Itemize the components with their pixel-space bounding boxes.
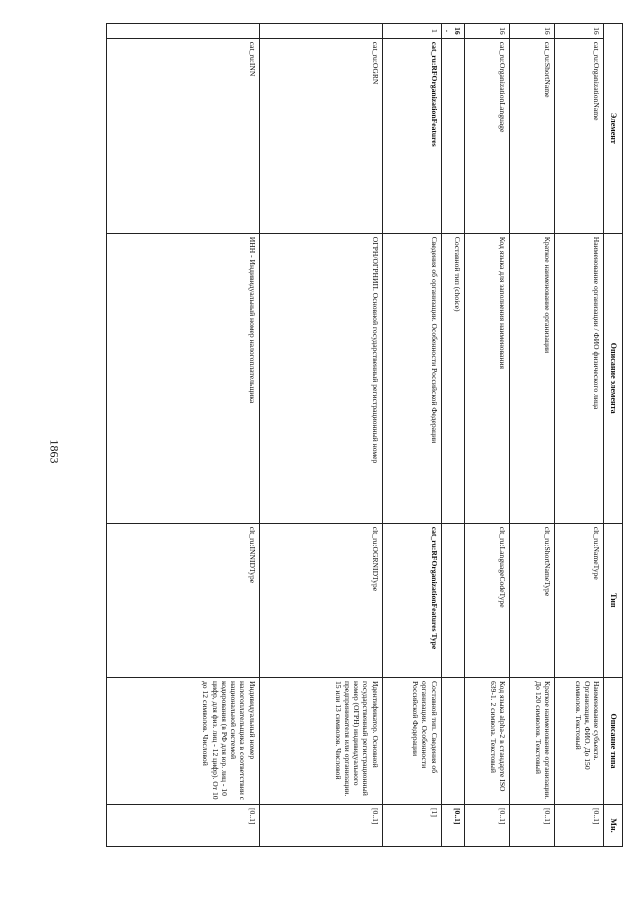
header-type: Тип <box>604 523 623 677</box>
row-number: 16 <box>465 24 510 39</box>
element-cell: cat_ru:ShortName <box>510 38 555 233</box>
type-cell: cat_ru:RFOrganizationFeatures Type <box>382 523 441 677</box>
type-description-cell: Составной тип. Сведения об организации. Особенности Российской Федерации <box>382 677 441 804</box>
multiplicity-cell: [0..1] <box>441 805 465 847</box>
element-description-cell: Составной тип (choice) <box>441 233 465 523</box>
element-cell: cat_ru:OrganizationLanguage <box>465 38 510 233</box>
schema-table <box>106 23 623 847</box>
table-row <box>510 24 555 847</box>
element-cell: cat_ru:INN <box>106 38 259 233</box>
row-number: 16 <box>510 24 555 39</box>
table-row <box>441 24 465 847</box>
header-element-description: Описание элемента <box>604 233 623 523</box>
element-cell: cat_ru:RFOrganizationFeatures <box>382 38 441 233</box>
type-description-cell: Идентификатор. Основной государственный регистрационный номер (ОГРН) индивидуального предпринимателя или организации. 15 или 13 символов. Числовой <box>259 677 382 804</box>
type-cell: clt_ru:NameType <box>555 523 604 677</box>
element-description-cell: Наименование организации / ФИО физического лица <box>555 233 604 523</box>
multiplicity-cell: [0..1] <box>510 805 555 847</box>
element-description-cell: Код языка для заполнения наименования <box>465 233 510 523</box>
multiplicity-cell: [0..1] <box>465 805 510 847</box>
table-row <box>106 24 259 847</box>
header-multiplicity: Мн. <box>604 805 623 847</box>
type-description-cell: Краткое наименование организации. До 120 символов. Текстовый <box>510 677 555 804</box>
table-row <box>555 24 604 847</box>
element-description-cell: Краткое наименование организации <box>510 233 555 523</box>
type-cell <box>441 523 465 677</box>
row-number: 1 <box>382 24 441 39</box>
multiplicity-cell: [0..1] <box>259 805 382 847</box>
element-description-cell: ИНН - Индивидуальный номер налогоплательщика <box>106 233 259 523</box>
type-description-cell: Наименование субъекта. Организация, ФИО. До 150 символов. Текстовый <box>555 677 604 804</box>
element-cell <box>441 38 465 233</box>
element-description-cell: ОГРН/ОГРНИП. Основной государственный регистрационный номер <box>259 233 382 523</box>
table-row <box>382 24 441 847</box>
multiplicity-cell: [0..1] <box>555 805 604 847</box>
type-description-cell: Индивидуальный номер налогоплательщика в соответствии с национальной системой кодирования (в РФ для юр. лиц - 10 цифр, для физ. лиц - 12 цифр). От 10 до 12 символов. Числовой <box>106 677 259 804</box>
header-element: Элемент <box>604 24 623 234</box>
type-description-cell: Код языка alpha-2 в стандарте ISO 639-1. 2 символа. Текстовый <box>465 677 510 804</box>
element-cell: cat_ru:OGRN <box>259 38 382 233</box>
table-row <box>465 24 510 847</box>
multiplicity-cell: [0..1] <box>106 805 259 847</box>
row-number: 16. <box>441 24 465 39</box>
rotated-page <box>91 23 623 847</box>
element-cell: cat_ru:OrganizationName <box>555 38 604 233</box>
row-number <box>259 24 382 39</box>
element-description-cell: Сведения об организации. Особенности Российской Федерации <box>382 233 441 523</box>
row-number: 16 <box>555 24 604 39</box>
header-type-description: Описание типа <box>604 677 623 804</box>
type-cell: clt_ru:LanguageCodeType <box>465 523 510 677</box>
type-cell: clt_ru:INNIDType <box>106 523 259 677</box>
table-header-row <box>604 24 623 847</box>
type-cell: clt_ru:OGRNIDType <box>259 523 382 677</box>
table-row <box>259 24 382 847</box>
multiplicity-cell: [1] <box>382 805 441 847</box>
row-number <box>106 24 259 39</box>
type-description-cell <box>441 677 465 804</box>
type-cell: clt_ru:ShortNameType <box>510 523 555 677</box>
page-number: 1863 <box>47 439 62 464</box>
